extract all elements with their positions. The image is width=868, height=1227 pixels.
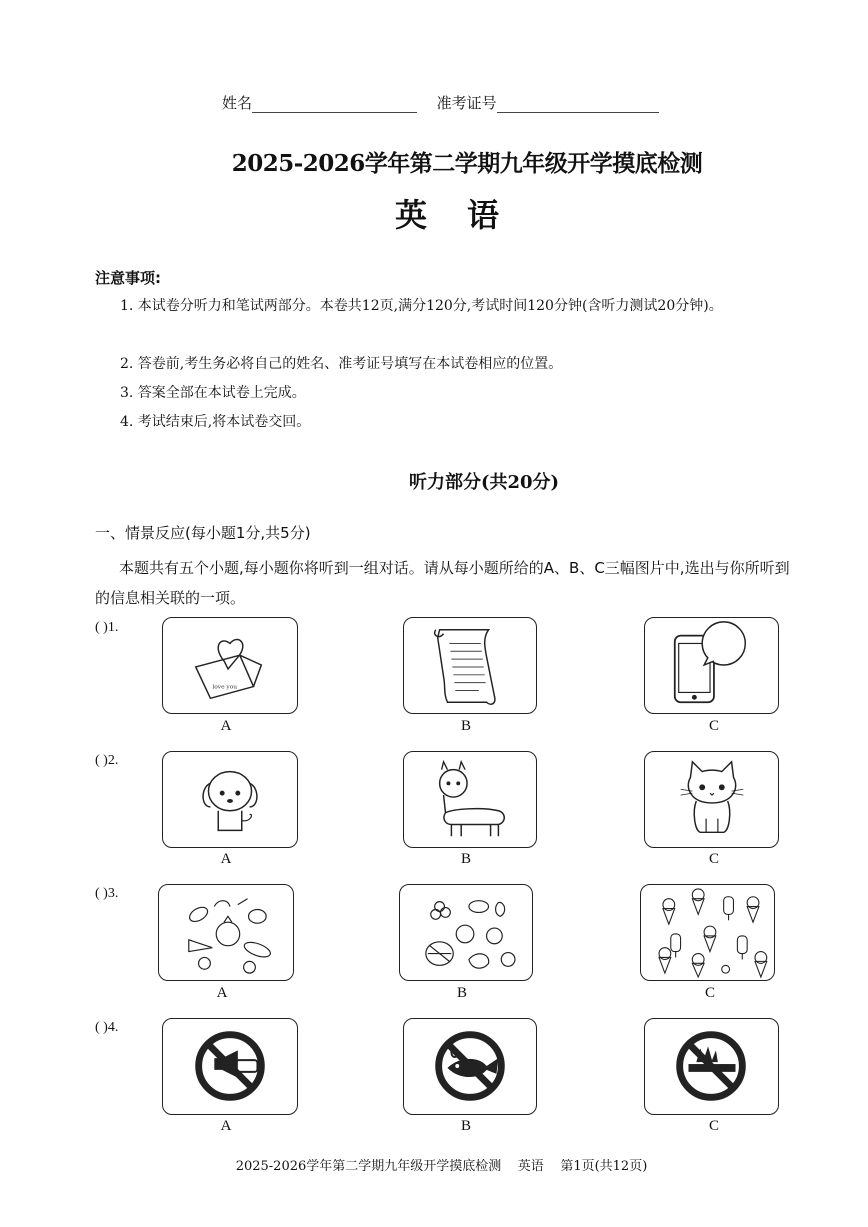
vegetables-icon <box>159 885 293 980</box>
option-image-b[interactable] <box>403 751 537 848</box>
option-label: A <box>216 985 228 1001</box>
love-letter-icon <box>163 618 297 713</box>
option-image-b[interactable] <box>403 617 537 714</box>
phone-chat-icon <box>645 618 778 713</box>
option-label: A <box>220 718 232 734</box>
option-label: C <box>704 985 715 1001</box>
note-item: 2. 答卷前,考生务必将自己的姓名、准考证号填写在本试卷相应的位置。 <box>120 356 563 372</box>
candidate-info-line <box>222 92 659 113</box>
question-number[interactable]: ( )4. <box>95 1020 119 1035</box>
option-image-b[interactable] <box>399 884 533 981</box>
option-label: A <box>220 1118 232 1134</box>
alpaca-icon <box>404 752 536 847</box>
cat-icon <box>645 752 778 847</box>
scroll-icon <box>404 618 536 713</box>
note-item: 4. 考试结束后,将本试卷交回。 <box>120 414 311 430</box>
part-title: 一、情景反应(每小题1分,共5分) <box>95 524 311 542</box>
option-label: C <box>708 1118 719 1134</box>
question-number[interactable]: ( )3. <box>95 886 119 901</box>
option-image-a[interactable] <box>158 884 294 981</box>
option-image-c[interactable] <box>644 1018 779 1115</box>
ice-cream-icon <box>641 885 774 980</box>
name-label: 姓名 <box>222 94 253 112</box>
name-field[interactable] <box>252 97 417 113</box>
id-field[interactable] <box>497 97 659 113</box>
option-image-c[interactable] <box>640 884 775 981</box>
option-image-a[interactable] <box>162 1018 298 1115</box>
option-image-a[interactable] <box>162 617 298 714</box>
option-image-c[interactable] <box>644 617 779 714</box>
fruits-icon <box>400 885 532 980</box>
id-label: 准考证号 <box>436 94 497 112</box>
note-item: 1. 本试卷分听力和笔试两部分。本卷共12页,满分120分,考试时间120分钟(含听力测试20分钟)。 <box>120 298 723 314</box>
question-number[interactable]: ( )1. <box>95 620 119 635</box>
no-horn-icon <box>163 1019 297 1114</box>
option-label: C <box>708 718 719 734</box>
option-label: B <box>460 1118 471 1134</box>
dog-icon <box>163 752 297 847</box>
subject-title: 英语 <box>394 196 539 234</box>
question-number[interactable]: ( )2. <box>95 753 119 768</box>
option-label: A <box>220 851 232 867</box>
exam-title: 2025-2026学年第二学期九年级开学摸底检测 <box>231 150 703 177</box>
notes-heading: 注意事项: <box>95 269 161 287</box>
page-footer: 2025-2026学年第二学期九年级开学摸底检测 英语 第1页(共12页) <box>235 1159 648 1174</box>
option-image-c[interactable] <box>644 751 779 848</box>
note-item: 3. 答案全部在本试卷上完成。 <box>120 385 306 401</box>
instruction: 本题共有五个小题,每小题你将听到一组对话。请从每小题所给的A、B、C三幅图片中,选出与你所听到的信息相关联的一项。 <box>95 559 790 607</box>
section-title: 听力部分(共20分) <box>408 472 560 493</box>
option-image-a[interactable] <box>162 751 298 848</box>
no-fishing-icon <box>404 1019 536 1114</box>
option-label: B <box>460 851 471 867</box>
option-label: B <box>460 718 471 734</box>
svg-text:love you: love you <box>212 684 238 691</box>
option-label: C <box>708 851 719 867</box>
option-image-b[interactable] <box>403 1018 537 1115</box>
no-smoking-icon <box>645 1019 778 1114</box>
option-label: B <box>456 985 467 1001</box>
